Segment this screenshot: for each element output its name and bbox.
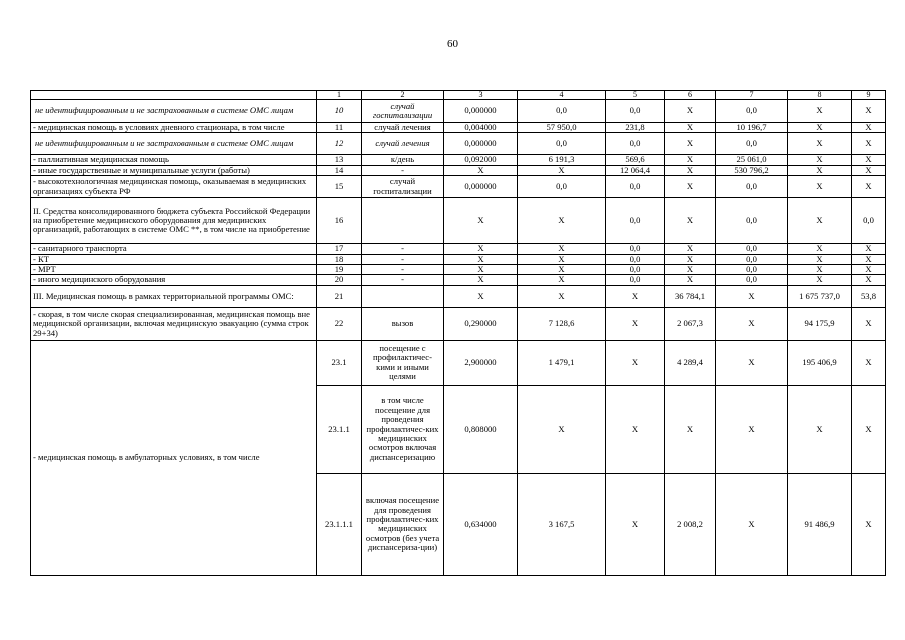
row-name-cell: - иные государственные и муниципальные услуги (работы) <box>31 165 317 175</box>
row-name-cell: не идентифицированным и не застрахованным в системе ОМС лицам <box>31 100 317 123</box>
row-c8-cell: 1 675 737,0 <box>788 285 852 307</box>
table-row <box>31 100 886 123</box>
row-num-cell: 12 <box>317 133 362 155</box>
row-c7-cell: X <box>716 285 788 307</box>
row-c5-cell: 0,0 <box>606 100 665 123</box>
row-c6-cell: X <box>665 275 716 285</box>
row-unit-cell: включая посещение для проведения профилактичес-ких медицинских осмотров (без учета диспансериза-ции) <box>362 473 444 575</box>
row-c5-cell: 569,6 <box>606 155 665 165</box>
row-c6-cell: X <box>665 100 716 123</box>
row-num-cell: 17 <box>317 244 362 254</box>
row-c9-cell: X <box>852 100 886 123</box>
row-c3-cell: X <box>444 265 518 275</box>
row-c8-cell: 94 175,9 <box>788 307 852 340</box>
row-c9-cell: X <box>852 244 886 254</box>
row-c4-cell: X <box>518 385 606 473</box>
row-unit-cell: - <box>362 265 444 275</box>
row-c6-cell: X <box>665 123 716 133</box>
row-c8-cell: X <box>788 133 852 155</box>
row-c3-cell: 0,634000 <box>444 473 518 575</box>
row-c7-cell: 10 196,7 <box>716 123 788 133</box>
row-c7-cell: 0,0 <box>716 100 788 123</box>
row-c9-cell: X <box>852 340 886 385</box>
row-c9-cell: X <box>852 176 886 198</box>
row-c5-cell: 0,0 <box>606 176 665 198</box>
row-name-cell: - КТ <box>31 254 317 264</box>
row-num-cell: 19 <box>317 265 362 275</box>
row-c4-cell: 1 479,1 <box>518 340 606 385</box>
row-c7-cell: X <box>716 385 788 473</box>
row-c5-cell: 0,0 <box>606 133 665 155</box>
row-c9-cell: X <box>852 473 886 575</box>
page-number: 60 <box>447 38 458 50</box>
row-num-cell: 23.1.1.1 <box>317 473 362 575</box>
row-num-cell: 13 <box>317 155 362 165</box>
table-row <box>31 176 886 198</box>
row-c9-cell: X <box>852 307 886 340</box>
row-c8-cell: X <box>788 100 852 123</box>
row-c4-cell: X <box>518 275 606 285</box>
row-c3-cell: X <box>444 254 518 264</box>
row-c9-cell: X <box>852 133 886 155</box>
table-row <box>31 254 886 264</box>
row-c4-cell: 0,0 <box>518 176 606 198</box>
row-c9-cell: 0,0 <box>852 198 886 244</box>
header-cell: 6 <box>665 91 716 100</box>
row-name-cell: - иного медицинского оборудования <box>31 275 317 285</box>
row-c3-cell: 0,808000 <box>444 385 518 473</box>
row-c5-cell: 0,0 <box>606 275 665 285</box>
row-c6-cell: X <box>665 385 716 473</box>
row-c8-cell: 195 406,9 <box>788 340 852 385</box>
row-c3-cell: X <box>444 275 518 285</box>
row-c3-cell: 0,000000 <box>444 176 518 198</box>
table-row <box>31 198 886 244</box>
row-c7-cell: 0,0 <box>716 275 788 285</box>
row-c3-cell: 2,900000 <box>444 340 518 385</box>
row-c4-cell: 3 167,5 <box>518 473 606 575</box>
row-c9-cell: X <box>852 165 886 175</box>
row-unit-cell: случай госпитализации <box>362 100 444 123</box>
row-name-cell: - санитарного транспорта <box>31 244 317 254</box>
row-c5-cell: X <box>606 285 665 307</box>
row-num-cell: 15 <box>317 176 362 198</box>
row-c5-cell: X <box>606 340 665 385</box>
row-c8-cell: 91 486,9 <box>788 473 852 575</box>
header-cell-empty <box>31 91 317 100</box>
header-cell: 8 <box>788 91 852 100</box>
row-c6-cell: X <box>665 198 716 244</box>
ambulatory-name-cell: - медицинская помощь в амбулаторных условиях, в том числе <box>31 340 317 575</box>
row-c4-cell: 0,0 <box>518 133 606 155</box>
row-c4-cell: X <box>518 285 606 307</box>
header-cell: 5 <box>606 91 665 100</box>
row-c4-cell: X <box>518 254 606 264</box>
row-c8-cell: X <box>788 165 852 175</box>
row-c8-cell: X <box>788 385 852 473</box>
row-c6-cell: 4 289,4 <box>665 340 716 385</box>
row-c7-cell: 0,0 <box>716 254 788 264</box>
row-num-cell: 11 <box>317 123 362 133</box>
row-c9-cell: X <box>852 275 886 285</box>
table-row <box>31 340 886 385</box>
row-unit-cell: - <box>362 254 444 264</box>
row-name-cell: - высокотехнологичная медицинская помощь, оказываемая в медицинских организациях субъекта РФ <box>31 176 317 198</box>
row-c7-cell: 0,0 <box>716 176 788 198</box>
row-unit-cell: случай лечения <box>362 123 444 133</box>
table-row <box>31 285 886 307</box>
row-c9-cell: X <box>852 385 886 473</box>
row-unit-cell <box>362 198 444 244</box>
row-c7-cell: 0,0 <box>716 265 788 275</box>
row-c6-cell: X <box>665 254 716 264</box>
row-c6-cell: X <box>665 244 716 254</box>
row-c5-cell: X <box>606 307 665 340</box>
row-c7-cell: X <box>716 473 788 575</box>
header-cell: 7 <box>716 91 788 100</box>
row-name-cell: - медицинская помощь в условиях дневного стационара, в том числе <box>31 123 317 133</box>
row-c3-cell: 0,290000 <box>444 307 518 340</box>
row-c4-cell: X <box>518 198 606 244</box>
row-c6-cell: 2 067,3 <box>665 307 716 340</box>
row-unit-cell: случай лечения <box>362 133 444 155</box>
row-c3-cell: 0,000000 <box>444 133 518 155</box>
row-c5-cell: 12 064,4 <box>606 165 665 175</box>
row-num-cell: 23.1.1 <box>317 385 362 473</box>
row-num-cell: 16 <box>317 198 362 244</box>
row-c7-cell: 0,0 <box>716 133 788 155</box>
table-row <box>31 265 886 275</box>
row-c4-cell: X <box>518 165 606 175</box>
row-c8-cell: X <box>788 176 852 198</box>
row-c7-cell: 530 796,2 <box>716 165 788 175</box>
row-c5-cell: X <box>606 473 665 575</box>
row-c8-cell: X <box>788 123 852 133</box>
row-num-cell: 14 <box>317 165 362 175</box>
row-unit-cell: посещение с профилактичес-кими и иными целями <box>362 340 444 385</box>
row-c9-cell: X <box>852 123 886 133</box>
header-cell: 2 <box>362 91 444 100</box>
row-c8-cell: X <box>788 254 852 264</box>
row-num-cell: 10 <box>317 100 362 123</box>
row-c5-cell: X <box>606 385 665 473</box>
row-num-cell: 20 <box>317 275 362 285</box>
row-c8-cell: X <box>788 275 852 285</box>
row-unit-cell: в том числе посещение для проведения профилактичес-ких медицинских осмотров включая диспансеризацию <box>362 385 444 473</box>
row-unit-cell: к/день <box>362 155 444 165</box>
header-cell: 4 <box>518 91 606 100</box>
header-cell: 9 <box>852 91 886 100</box>
row-name-cell: - скорая, в том числе скорая специализированная, медицинская помощь вне медицинской организации, включая медицинскую эвакуацию (сумма строк 29+34) <box>31 307 317 340</box>
row-c3-cell: X <box>444 285 518 307</box>
table-row <box>31 244 886 254</box>
table-row <box>31 133 886 155</box>
row-c4-cell: 0,0 <box>518 100 606 123</box>
row-unit-cell: - <box>362 165 444 175</box>
row-c8-cell: X <box>788 244 852 254</box>
row-c5-cell: 0,0 <box>606 198 665 244</box>
row-num-cell: 22 <box>317 307 362 340</box>
row-c8-cell: X <box>788 155 852 165</box>
row-name-cell: III. Медицинская помощь в рамках территориальной программы ОМС: <box>31 285 317 307</box>
row-c8-cell: X <box>788 265 852 275</box>
row-num-cell: 18 <box>317 254 362 264</box>
row-c3-cell: 0,004000 <box>444 123 518 133</box>
row-c9-cell: X <box>852 265 886 275</box>
row-num-cell: 23.1 <box>317 340 362 385</box>
row-c4-cell: X <box>518 265 606 275</box>
row-c9-cell: X <box>852 254 886 264</box>
row-c8-cell: X <box>788 198 852 244</box>
row-unit-cell <box>362 285 444 307</box>
row-c6-cell: X <box>665 155 716 165</box>
row-c7-cell: 0,0 <box>716 198 788 244</box>
row-c7-cell: X <box>716 307 788 340</box>
row-c4-cell: 6 191,3 <box>518 155 606 165</box>
row-c4-cell: 7 128,6 <box>518 307 606 340</box>
row-unit-cell: случай госпитализации <box>362 176 444 198</box>
header-cell: 1 <box>317 91 362 100</box>
row-c3-cell: X <box>444 244 518 254</box>
row-c3-cell: X <box>444 198 518 244</box>
row-c4-cell: X <box>518 244 606 254</box>
header-row <box>31 91 886 100</box>
row-c6-cell: X <box>665 165 716 175</box>
row-c7-cell: 25 061,0 <box>716 155 788 165</box>
row-name-cell: II. Средства консолидированного бюджета субъекта Российской Федерации на приобретение медицинского оборудования для медицинских организаций, работающих в системе ОМС **, в том числе на приобретение <box>31 198 317 244</box>
row-c5-cell: 0,0 <box>606 265 665 275</box>
row-c6-cell: X <box>665 176 716 198</box>
row-unit-cell: - <box>362 244 444 254</box>
row-name-cell: не идентифицированным и не застрахованным в системе ОМС лицам <box>31 133 317 155</box>
row-c5-cell: 0,0 <box>606 244 665 254</box>
table-row <box>31 123 886 133</box>
row-unit-cell: вызов <box>362 307 444 340</box>
row-c5-cell: 0,0 <box>606 254 665 264</box>
row-c6-cell: 2 008,2 <box>665 473 716 575</box>
table-row <box>31 275 886 285</box>
row-c3-cell: X <box>444 165 518 175</box>
table-row <box>31 155 886 165</box>
row-name-cell: - паллиативная медицинская помощь <box>31 155 317 165</box>
row-c6-cell: X <box>665 265 716 275</box>
row-c9-cell: X <box>852 155 886 165</box>
header-cell: 3 <box>444 91 518 100</box>
row-c6-cell: 36 784,1 <box>665 285 716 307</box>
table-row <box>31 165 886 175</box>
row-c5-cell: 231,8 <box>606 123 665 133</box>
row-c3-cell: 0,000000 <box>444 100 518 123</box>
row-c9-cell: 53,8 <box>852 285 886 307</box>
row-num-cell: 21 <box>317 285 362 307</box>
row-c6-cell: X <box>665 133 716 155</box>
row-unit-cell: - <box>362 275 444 285</box>
table-row <box>31 307 886 340</box>
row-c7-cell: 0,0 <box>716 244 788 254</box>
row-c4-cell: 57 950,0 <box>518 123 606 133</box>
data-table <box>30 90 886 576</box>
row-c3-cell: 0,092000 <box>444 155 518 165</box>
row-name-cell: - МРТ <box>31 265 317 275</box>
row-c7-cell: X <box>716 340 788 385</box>
